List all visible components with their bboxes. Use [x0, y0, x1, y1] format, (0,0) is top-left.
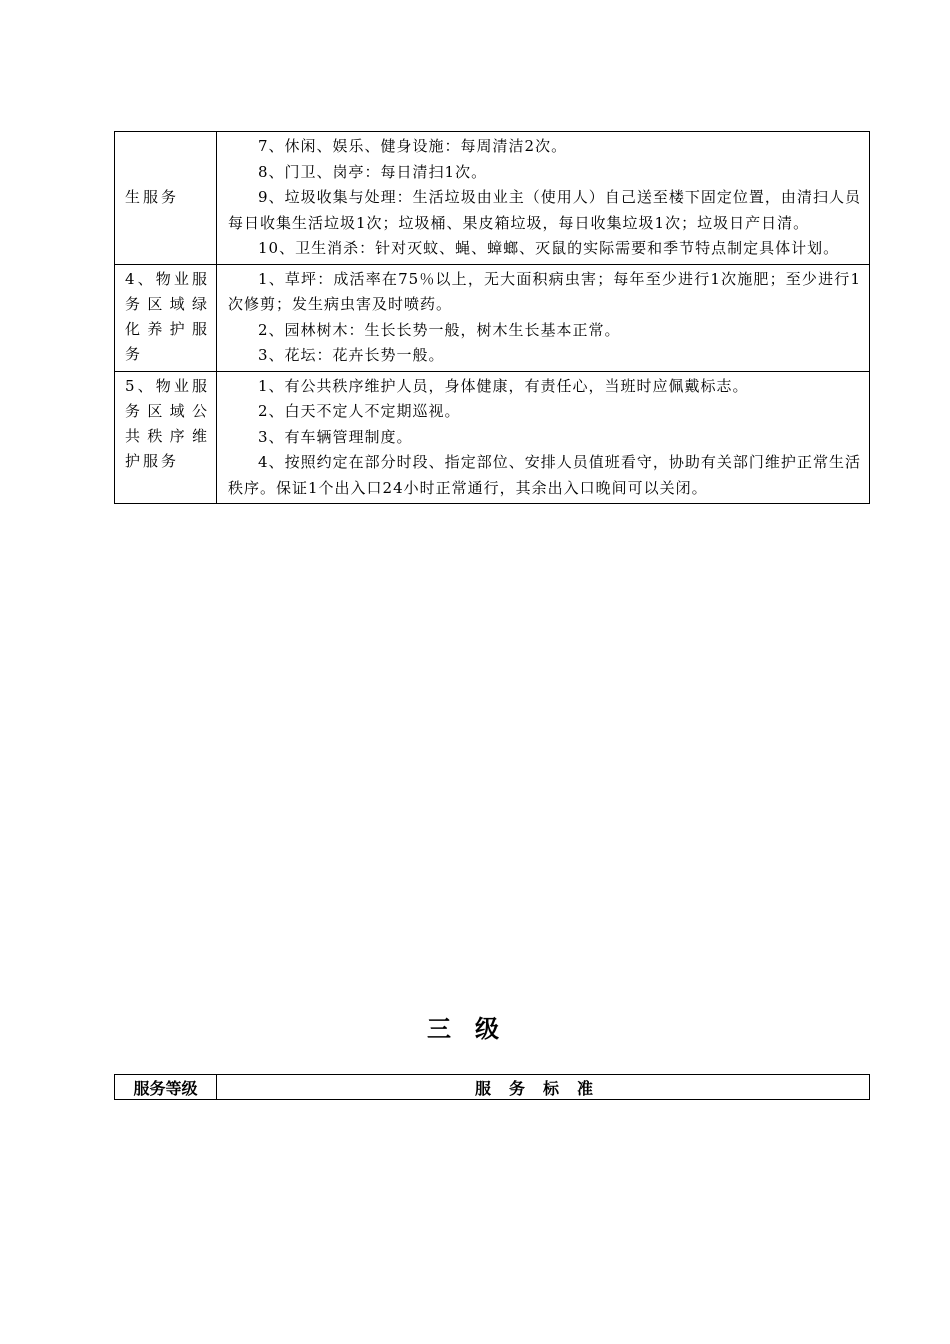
category-cell — [115, 132, 217, 265]
table-row — [115, 371, 870, 504]
standard-item: 3、花坛：花卉长势一般。 — [258, 346, 445, 364]
standard-item: 1、有公共秩序维护人员，身体健康，有责任心，当班时应佩戴标志。 — [258, 376, 749, 395]
header-service-level: 服务等级 — [115, 1075, 217, 1100]
category-label: 生服务 — [125, 188, 180, 207]
table-row — [115, 264, 870, 371]
standard-item: 3、有车辆管理制度。 — [258, 427, 413, 446]
category-cell — [115, 371, 217, 504]
standard-item: 2、白天不定人不定期巡视。 — [258, 402, 461, 420]
table-row — [115, 132, 870, 265]
section-heading: 三级 — [427, 1015, 523, 1043]
standard-cell — [217, 371, 870, 504]
category-cell — [115, 264, 217, 371]
standard-item: 4、按照约定在部分时段、指定部位、安排人员值班看守，协助有关部门维护正常生活秩序。保证1个出入口24小时正常通行，其余出入口晚间可以关闭。 — [228, 453, 861, 497]
standard-item: 7、休闲、娱乐、健身设施：每周清洁2次。 — [258, 137, 568, 155]
service-standard-table — [114, 131, 870, 504]
category-label: 4、物业服务区域绿化养护服务 — [125, 269, 210, 363]
standard-item: 2、园林树木：生长长势一般，树木生长基本正常。 — [258, 320, 621, 339]
standard-item: 10、卫生消杀：针对灭蚊、蝇、蟑螂、灭鼠的实际需要和季节特点制定具体计划。 — [258, 239, 840, 257]
standard-item: 8、门卫、岗亭：每日清扫1次。 — [258, 162, 488, 181]
standard-item: 9、垃圾收集与处理：生活垃圾由业主（使用人）自己送至楼下固定位置，由清扫人员每日收集生活垃圾1次；垃圾桶、果皮箱垃圾，每日收集垃圾1次；垃圾日产日清。 — [228, 188, 861, 232]
standard-cell — [217, 132, 870, 265]
header-service-standard: 服务标准 — [217, 1075, 870, 1100]
standard-item: 1、草坪：成活率在75％以上，无大面积病虫害；每年至少进行1次施肥；至少进行1次修剪；发生病虫害及时喷药。 — [228, 269, 861, 313]
category-label: 5、物业服务区域公共秩序维护服务 — [125, 376, 210, 470]
header-row — [115, 1075, 870, 1100]
service-level-header-table — [114, 1074, 870, 1100]
standard-cell — [217, 264, 870, 371]
